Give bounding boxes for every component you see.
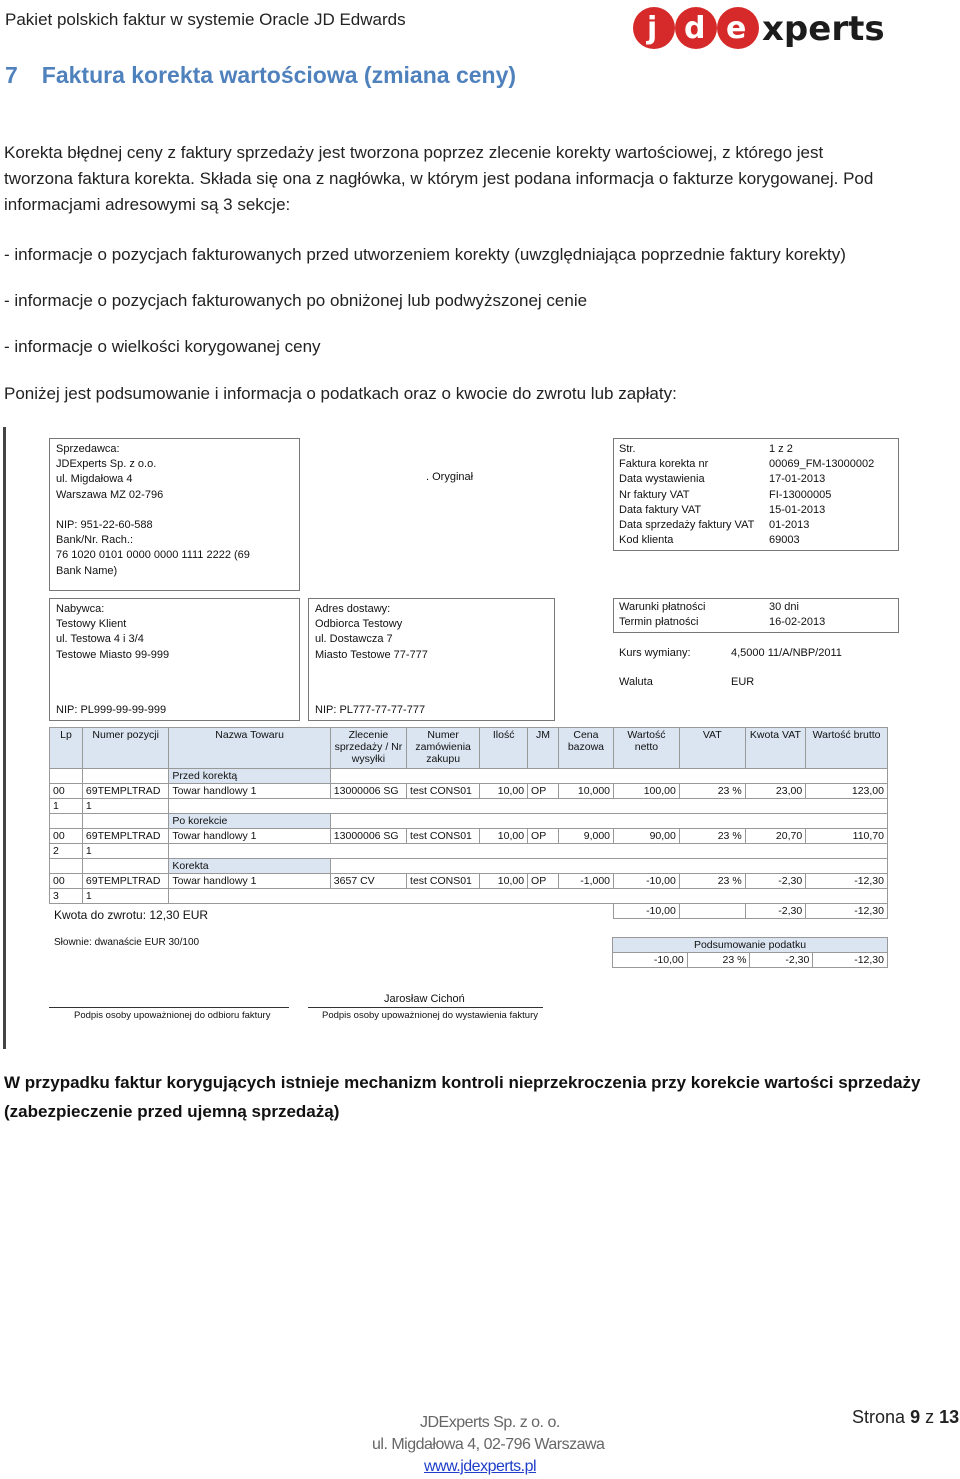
cell-price: -1,000	[558, 874, 613, 889]
col-um: JM	[528, 728, 559, 769]
intro-paragraph	[4, 140, 954, 218]
summary-vat: 23 %	[687, 953, 750, 968]
delivery-box	[308, 598, 555, 721]
table-row-continuation	[50, 844, 888, 859]
seller-nip: NIP: 951-22-60-588	[56, 519, 153, 532]
refund-amount: Kwota do zwrotu: 12,30 EUR	[54, 908, 209, 922]
payment-row: Warunki płatności 30 dni	[619, 601, 799, 613]
invoice-image	[3, 427, 960, 1049]
cell-quantity: 10,00	[480, 829, 528, 844]
buyer-street: ul. Testowa 4 i 3/4	[56, 633, 144, 646]
doc-info-row: Kod klienta 69003	[619, 534, 800, 547]
table-row	[50, 874, 888, 889]
doc-info-row: Str. 1 z 2	[619, 443, 793, 455]
cell-item-name: Towar handlowy 1	[169, 784, 330, 799]
exchange-rate-label: Kurs wymiany:	[619, 647, 691, 659]
cell-um: OP	[528, 829, 559, 844]
cell-vat-amount: 23,00	[745, 784, 806, 799]
intro-line-3: informacjami adresowymi są 3 sekcje:	[4, 195, 291, 214]
cell-item-number: 69TEMPLTRAD	[82, 784, 169, 799]
cell-item-number: 69TEMPLTRAD	[82, 874, 169, 889]
section-number: 7	[5, 62, 18, 88]
cell-price: 10,000	[558, 784, 613, 799]
seller-label: Sprzedawca:	[56, 443, 120, 455]
delivery-nip: NIP: PL777-77-77-777	[315, 704, 426, 716]
cell-net: 100,00	[614, 784, 680, 799]
seller-bank-account: 76 1020 0101 0000 0000 1111 2222 (69	[56, 549, 250, 562]
doc-info-row: Data sprzedaży faktury VAT 01-2013	[619, 519, 810, 532]
buyer-label: Nabywca:	[56, 603, 105, 615]
doc-info-row: Data wystawienia 17-01-2013	[619, 473, 826, 486]
cell-net: -10,00	[614, 874, 680, 889]
cell-net: 90,00	[614, 829, 680, 844]
section-label-row	[50, 769, 888, 784]
document-info-box	[613, 438, 899, 551]
cell-price: 9,000	[558, 829, 613, 844]
payment-row: Termin płatności 16-02-2013	[619, 616, 826, 629]
col-quantity: Ilość	[480, 728, 528, 769]
cell-sales-order: 3657 CV	[330, 874, 406, 889]
summary-gross: -12,30	[813, 953, 888, 968]
cell-item-number-2: 1	[82, 889, 169, 904]
cell-purchase-order: test CONS01	[407, 874, 480, 889]
bullet-2: - informacje o pozycjach fakturowanych po obniżonej lub podwyższonej cenie	[4, 291, 588, 310]
table-row	[50, 784, 888, 799]
cell-item-number-2: 1	[82, 799, 169, 814]
col-lp: Lp	[50, 728, 83, 769]
col-net-value: Wartość netto	[614, 728, 680, 769]
delivery-name: Odbiorca Testowy	[315, 618, 403, 631]
delivery-label: Adres dostawy:	[315, 603, 391, 615]
tax-summary-row	[613, 953, 888, 968]
seller-street: ul. Migdałowa 4	[56, 473, 133, 486]
currency-value: EUR	[731, 676, 755, 688]
cell-item-name: Towar handlowy 1	[169, 874, 330, 889]
table-header-row	[50, 728, 888, 769]
seller-box	[49, 438, 300, 591]
cell-purchase-order: test CONS01	[407, 784, 480, 799]
col-vat-amount: Kwota VAT	[745, 728, 806, 769]
doc-info-row: Data faktury VAT 15-01-2013	[619, 503, 826, 516]
cell-quantity: 10,00	[480, 784, 528, 799]
bottom-note-line-2: (zabezpieczenie przed ujemną sprzedażą)	[4, 1102, 340, 1121]
cell-sales-order: 13000006 SG	[330, 784, 406, 799]
cell-gross: 110,70	[806, 829, 888, 844]
buyer-box	[49, 598, 300, 721]
col-purchase-order: Numer zamówienia zakupu	[407, 728, 480, 769]
section-label: Korekta	[169, 859, 330, 874]
col-gross-value: Wartość brutto	[806, 728, 888, 769]
bottom-note-line-1: W przypadku faktur korygujących istnieje mechanizm kontroli nieprzekroczenia przy korekcie wartości sprzedaży	[4, 1073, 921, 1092]
cell-item-number-2: 1	[82, 844, 169, 859]
payment-box	[613, 598, 899, 633]
total-gross: -12,30	[806, 904, 888, 919]
cell-vat-amount: 20,70	[745, 829, 806, 844]
col-item-name: Nazwa Towaru	[169, 728, 330, 769]
section-label: Po korekcie	[169, 814, 330, 829]
bullet-1: - informacje o pozycjach fakturowanych przed utworzeniem korekty (uwzględniająca poprzednie faktury korekty)	[4, 245, 846, 264]
col-vat: VAT	[679, 728, 745, 769]
exchange-rate-value: 4,5000 11/A/NBP/2011	[731, 647, 842, 659]
tax-summary-table	[612, 937, 888, 968]
section-heading	[5, 62, 516, 89]
cell-item-name: Towar handlowy 1	[169, 829, 330, 844]
currency-label: Waluta	[619, 676, 653, 688]
cell-um: OP	[528, 784, 559, 799]
document-header-title: Pakiet polskich faktur w systemie Oracle JD Edwards	[5, 10, 406, 29]
intro-line-1: Korekta błędnej ceny z faktury sprzedaży jest tworzona poprzez zlecenie korekty wartościowej, z którego jest	[4, 143, 824, 162]
cell-lp-2: 1	[50, 799, 83, 814]
buyer-nip: NIP: PL999-99-99-999	[56, 704, 167, 716]
cell-vat: 23 %	[679, 874, 745, 889]
buyer-city: Testowe Miasto 99-999	[56, 648, 170, 661]
intro-line-2: tworzona faktura korekta. Składa się ona z nagłówka, w którym jest podana informacja o fakturze korygowanej. Pod	[4, 169, 874, 188]
cell-gross: -12,30	[806, 874, 888, 889]
svg-text:j: j	[647, 11, 658, 46]
invoice-items-table	[49, 727, 888, 919]
cell-lp-2: 3	[50, 889, 83, 904]
seller-bank-label: Bank/Nr. Rach.:	[56, 534, 134, 547]
svg-text:xperts: xperts	[762, 9, 885, 49]
seller-bank-name: Bank Name)	[56, 564, 118, 577]
jdexperts-logo	[632, 4, 917, 52]
seller-name: JDExperts Sp. z o.o.	[56, 458, 157, 471]
tax-summary-title: Podsumowanie podatku	[613, 938, 888, 953]
col-base-price: Cena bazowa	[558, 728, 613, 769]
delivery-city: Miasto Testowe 77-777	[315, 648, 428, 661]
amount-in-words: Słownie: dwanaście EUR 30/100	[54, 937, 200, 948]
summary-net: -10,00	[613, 953, 688, 968]
cell-lp: 00	[50, 874, 83, 889]
svg-text:e: e	[726, 11, 747, 46]
bullet-3: - informacje o wielkości korygowanej ceny	[4, 337, 321, 356]
cell-vat: 23 %	[679, 829, 745, 844]
original-label: . Oryginał	[426, 471, 474, 483]
cell-lp: 00	[50, 784, 83, 799]
signature-line-issuer	[308, 1007, 543, 1008]
cell-lp: 00	[50, 829, 83, 844]
cell-lp-2: 2	[50, 844, 83, 859]
summary-vat-amount: -2,30	[750, 953, 813, 968]
bottom-note	[4, 1068, 954, 1126]
section-title: Faktura korekta wartościowa (zmiana ceny)	[41, 62, 517, 88]
table-row-continuation	[50, 799, 888, 814]
signature-line-receiver	[49, 1007, 289, 1008]
section-label-row	[50, 814, 888, 829]
cell-item-number: 69TEMPLTRAD	[82, 829, 169, 844]
seller-spacer	[56, 503, 293, 518]
signature-receiver-caption: Podpis osoby upoważnionej do odbioru faktury	[74, 1010, 271, 1021]
footer-address: ul. Migdałowa 4, 02-796 Warszawa	[372, 1436, 605, 1453]
page-number: Strona 9 z 13	[852, 1407, 960, 1427]
signature-issuer-caption: Podpis osoby upoważnionej do wystawienia faktury	[322, 1010, 538, 1021]
footer-website-link[interactable]: www.jdexperts.pl	[424, 1458, 537, 1475]
summary-intro: Poniżej jest podsumowanie i informacja o podatkach oraz o kwocie do zwrotu lub zapłaty:	[4, 384, 677, 403]
section-label-row	[50, 859, 888, 874]
doc-info-row: Faktura korekta nr 00069_FM-13000002	[619, 458, 875, 471]
cell-um: OP	[528, 874, 559, 889]
cell-gross: 123,00	[806, 784, 888, 799]
buyer-name: Testowy Klient	[56, 618, 127, 631]
cell-quantity: 10,00	[480, 874, 528, 889]
cell-sales-order: 13000006 SG	[330, 829, 406, 844]
seller-city: Warszawa MZ 02-796	[56, 488, 164, 501]
delivery-street: ul. Dostawcza 7	[315, 633, 393, 646]
cell-vat: 23 %	[679, 784, 745, 799]
signer-name: Jarosław Cichoń	[384, 993, 465, 1005]
doc-info-row: Nr faktury VAT FI-13000005	[619, 488, 832, 501]
total-net: -10,00	[614, 904, 680, 919]
table-row-continuation	[50, 889, 888, 904]
table-row	[50, 829, 888, 844]
svg-text:d: d	[684, 11, 706, 46]
section-label: Przed korektą	[169, 769, 330, 784]
total-vat-amount: -2,30	[745, 904, 806, 919]
cell-purchase-order: test CONS01	[407, 829, 480, 844]
col-item-number: Numer pozycji	[82, 728, 169, 769]
cell-vat-amount: -2,30	[745, 874, 806, 889]
col-sales-order: Zlecenie sprzedaży / Nr wysyłki	[330, 728, 406, 769]
footer-company: JDExperts Sp. z o. o.	[420, 1414, 560, 1431]
